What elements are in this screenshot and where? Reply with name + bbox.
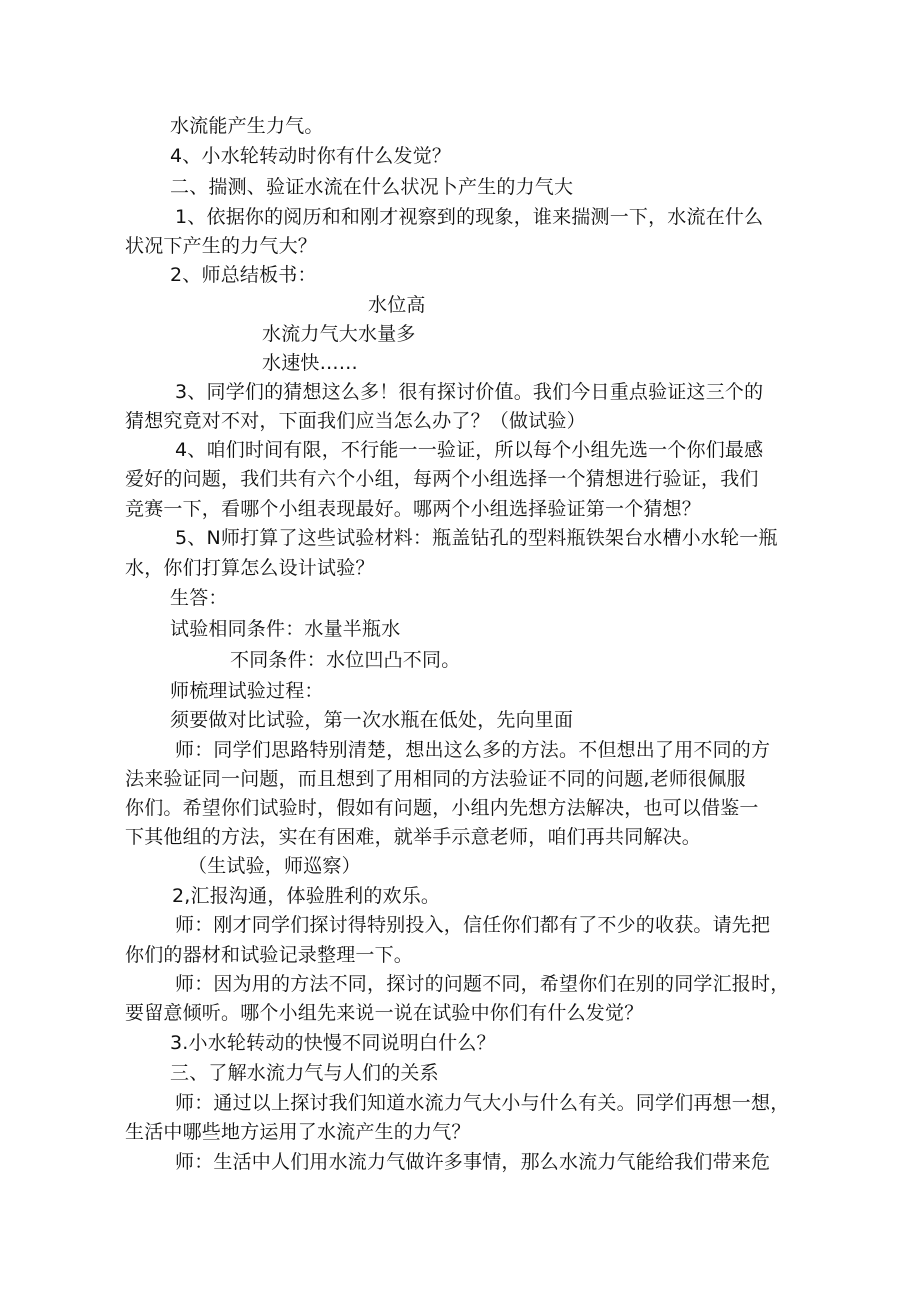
text-line: 1、依据你的阅历和和刚才视察到的现象，谁来揣测一下，水流在什么: [175, 206, 764, 228]
text-line: 2,汇报沟通，体验胜利的欢乐。: [172, 885, 441, 907]
text-line: 下其他组的方法，实在有困难，就举手示意老师，咱们再共同解决。: [125, 826, 702, 848]
text-line: 4、咱们时间有限，不行能一一验证，所以每个小组先选一个你们最感: [175, 439, 764, 461]
text-line: 不同条件：水位凹凸不同。: [230, 649, 461, 671]
text-line: 师：刚才同学们探讨得特别投入，信任你们都有了不少的收获。请先把: [175, 914, 771, 936]
text-line: 2、师总结板书：: [170, 264, 317, 286]
text-line: 你们。希望你们试验时，假如有问题，小组内先想方法解决，也可以借鉴一: [125, 797, 759, 819]
text-line: 法来验证同一问题，而且想到了用相同的方法验证不同的问题,老师很佩服: [125, 768, 746, 790]
text-line: 要留意倾听。哪个小组先来说一说在试验中你们有什么发觉？: [125, 1002, 644, 1024]
text-line: 须要做对比试验，第一次水瓶在低处，先向里面: [170, 709, 574, 731]
text-line: 师：同学们思路特别清楚，想出这么多的方法。不但想出了用不同的方: [175, 739, 771, 761]
text-line: 4、小水轮转动时你有什么发觉？: [170, 145, 452, 167]
text-line: 水，你们打算怎么设计试验？: [125, 557, 375, 579]
text-line: 师：通过以上探讨我们知道水流力气大小与什么有关。同学们再想一想，: [175, 1092, 790, 1114]
text-line: 3、同学们的猜想这么多！很有探讨价值。我们今日重点验证这三个的: [175, 381, 764, 403]
text-line: 你们的器材和试验记录整理一下。: [125, 944, 414, 966]
text-line: 猜想究竟对不对，下面我们应当怎么办了？（做试验）: [125, 410, 586, 432]
board-item: 水流力气大水量多: [262, 323, 416, 345]
text-line: 生活中哪些地方运用了水流产生的力气？: [125, 1121, 471, 1143]
text-line: （生试验，师巡察）: [188, 855, 361, 877]
section-heading: 三、了解水流力气与人们的关系: [170, 1062, 439, 1084]
text-line: 生答：: [170, 587, 228, 609]
section-heading: 二、揣测、验证水流在什么状况卜产生的力气大: [170, 176, 574, 198]
text-line: 爱好的问题，我们共有六个小组，每两个小组选择一个猜想进行验证，我们: [125, 468, 759, 490]
text-line: 师梳理试验过程：: [170, 680, 324, 702]
board-item: 水位高: [368, 294, 426, 316]
text-line: 竞赛一下，看哪个小组表现最好。哪两个小组选择验证第一个猜想？: [125, 498, 702, 520]
text-line: 状况下产生的力气大？: [125, 235, 318, 257]
text-line: 5、N师打算了这些试验材料：瓶盖钻孔的型料瓶铁架台水槽小水轮一瓶: [175, 527, 778, 549]
text-line: 试验相同条件：水量半瓶水: [170, 618, 401, 640]
text-line: 水流能产生力气。: [170, 115, 324, 137]
board-item: 水速快……: [262, 352, 359, 374]
text-line: 师：生活中人们用水流力气做许多事情，那么水流力气能给我们带来危: [175, 1151, 771, 1173]
text-line: 师：因为用的方法不同，探讨的问题不同，希望你们在别的同学汇报时，: [175, 973, 790, 995]
text-line: 3.小水轮转动的快慢不同说明白什么？: [170, 1032, 496, 1054]
